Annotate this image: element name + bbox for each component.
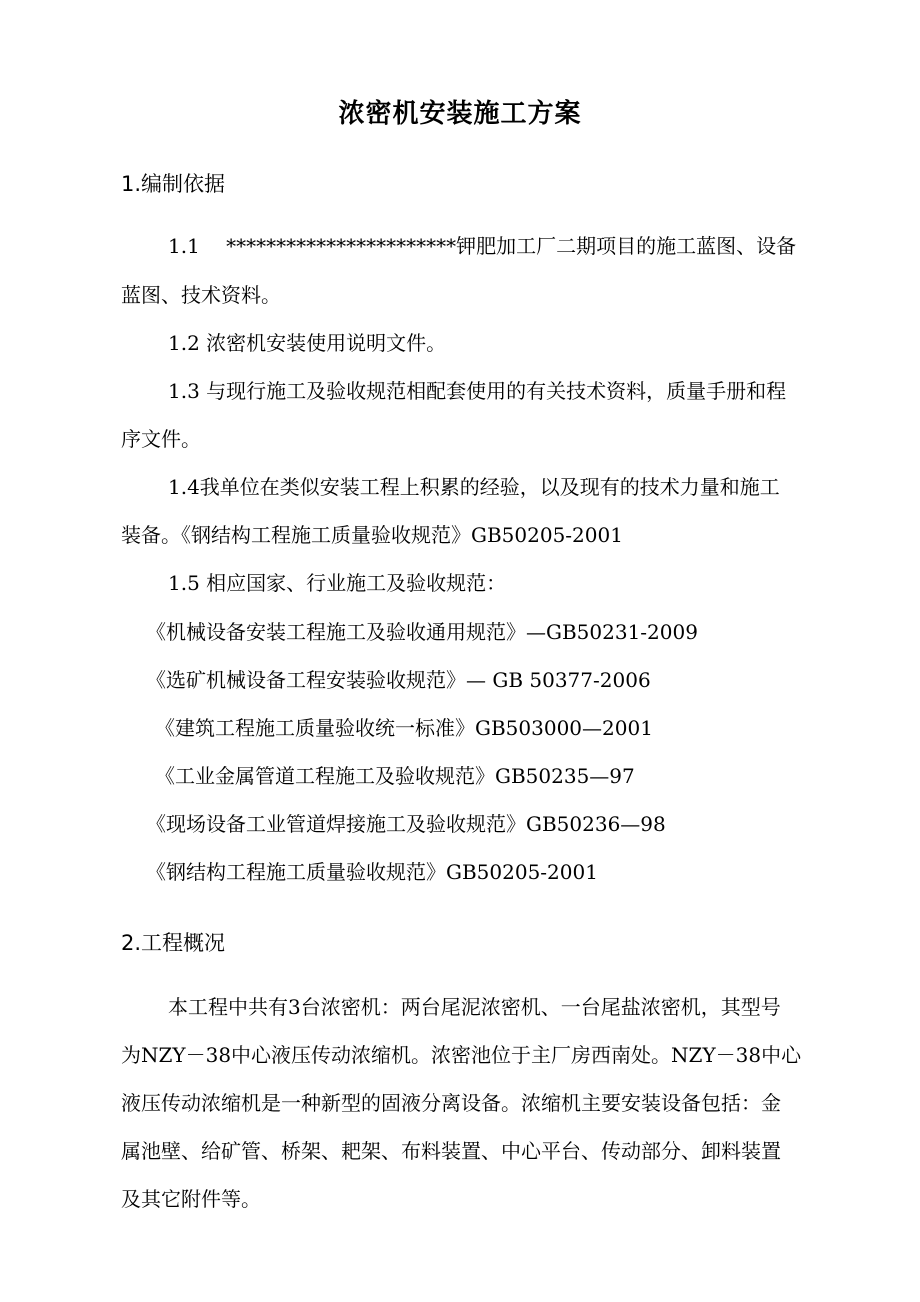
standard-item: 《现场设备工业管道焊接施工及验收规范》GB50236—98 xyxy=(146,812,666,836)
standard-item: 《选矿机械设备工程安装验收规范》— GB 50377-2006 xyxy=(146,668,651,692)
section-heading-2: 2.工程概况 xyxy=(121,931,226,955)
standard-item: 《钢结构工程施工质量验收规范》GB50205-2001 xyxy=(146,860,598,884)
paragraph-1-4-line-2: 装备。《钢结构工程施工质量验收规范》GB50205-2001 xyxy=(121,523,623,547)
overview-line: 属池壁、给矿管、桥架、耙架、布料装置、中心平台、传动部分、卸料装置 xyxy=(121,1139,781,1163)
paragraph-1-5: 1.5 相应国家、行业施工及验收规范： xyxy=(168,571,507,595)
paragraph-1-4-line-1: 1.4我单位在类似安装工程上积累的经验，以及现有的技术力量和施工 xyxy=(168,475,780,499)
paragraph-1-1-line-2: 蓝图、技术资料。 xyxy=(121,283,281,307)
overview-line: 及其它附件等。 xyxy=(121,1187,261,1211)
overview-line: 本工程中共有3台浓密机：两台尾泥浓密机、一台尾盐浓密机，其型号 xyxy=(168,995,781,1019)
overview-line: 为NZY－38中心液压传动浓缩机。浓密池位于主厂房西南处。NZY－38中心 xyxy=(121,1043,802,1067)
document-title: 浓密机安装施工方案 xyxy=(338,99,582,129)
overview-line: 液压传动浓缩机是一种新型的固液分离设备。浓缩机主要安装设备包括：金 xyxy=(121,1091,781,1115)
paragraph-1-3-line-1: 1.3 与现行施工及验收规范相配套使用的有关技术资料，质量手册和程 xyxy=(168,379,787,403)
standard-item: 《建筑工程施工质量验收统一标准》GB503000—2001 xyxy=(155,716,653,740)
standard-item: 《机械设备安装工程施工及验收通用规范》—GB50231-2009 xyxy=(146,620,698,644)
paragraph-1-3-line-2: 序文件。 xyxy=(121,427,201,451)
section-heading-1: 1.编制依据 xyxy=(121,172,226,196)
paragraph-1-2: 1.2 浓密机安装使用说明文件。 xyxy=(168,331,447,355)
paragraph-1-1-line-1: 1.1 ***********************钾肥加工厂二期项目的施工蓝图、设备 xyxy=(168,234,797,258)
standard-item: 《工业金属管道工程施工及验收规范》GB50235—97 xyxy=(155,764,635,788)
